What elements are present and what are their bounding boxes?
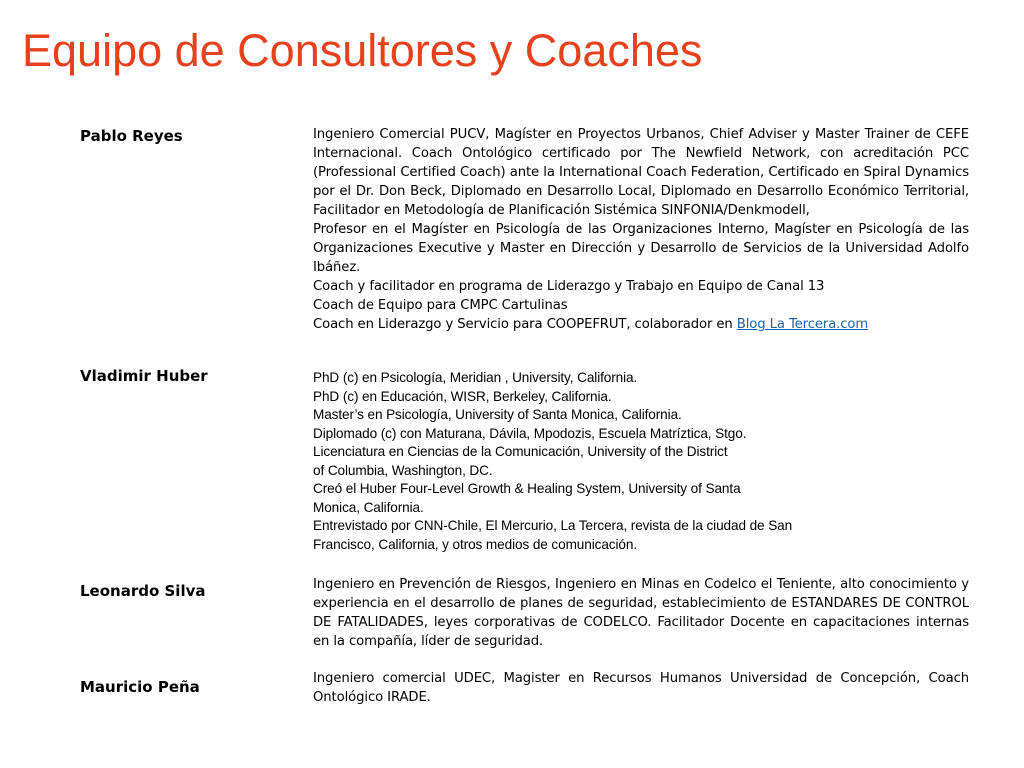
slide-title: Equipo de Consultores y Coaches (22, 25, 703, 76)
bio-text: Coach en Liderazgo y Servicio para COOPEFRUT, colaborador en (313, 317, 737, 332)
bio-line: PhD (c) en Psicología, Meridian , University, California. (313, 370, 638, 385)
bio-line: Monica, California. (313, 499, 424, 515)
consultant-name: Mauricio Peña (80, 678, 200, 696)
bio-line: Diplomado (c) con Maturana, Dávila, Mpodozis, Escuela Matríztica, Stgo. (313, 425, 747, 441)
blog-la-tercera-link[interactable]: Blog La Tercera.com (736, 317, 869, 332)
consultant-bio (313, 369, 969, 554)
bio-paragraph: Ingeniero Comercial PUCV, Magíster en Proyectos Urbanos, Chief Adviser y Master Trainer de CEFE Internacional. Coach Ontológico certificado por The Newfield Network, con acreditación PCC (Professional Certified Coach) ante la International Coach Federation, Certificado en Spiral Dynamics por el Dr. Don Beck, Diplomado en Desarrollo Local, Diplomado en Desarrollo Económico Territorial, Facilitador en Metodología de Planificación Sistémica SINFONIA/Denkmodell, (313, 127, 969, 218)
consultant-bio (313, 125, 969, 334)
bio-line: Creó el Huber Four-Level Growth & Healing System, University of Santa (313, 481, 741, 496)
consultant-name: Pablo Reyes (80, 127, 183, 145)
bio-line: of Columbia, Washington, DC. (313, 462, 493, 478)
bio-paragraph: Coach y facilitador en programa de Liderazgo y Trabajo en Equipo de Canal 13 (313, 279, 825, 294)
bio-paragraph: Ingeniero comercial UDEC, Magister en Recursos Humanos Universidad de Concepción, Coach Ontológico IRADE. (313, 671, 969, 705)
bio-paragraph: Ingeniero en Prevención de Riesgos, Ingeniero en Minas en Codelco el Teniente, alto conocimiento y experiencia en el desarrollo de planes de seguridad, establecimiento de ESTANDARES DE CONTROL DE FATALIDADES, leyes corporativas de CODELCO. Facilitador Docente en capacitaciones internas en la compañía, líder de seguridad. (313, 577, 969, 649)
bio-line: Entrevistado por CNN-Chile, El Mercurio, La Tercera, revista de la ciudad de San (313, 518, 793, 533)
bio-line: Licenciatura en Ciencias de la Comunicación, University of the District (313, 444, 728, 459)
bio-line: Francisco, California, y otros medios de comunicación. (313, 536, 638, 552)
consultant-bio (313, 575, 969, 651)
consultant-bio (313, 669, 969, 707)
bio-line: PhD (c) en Educación, WISR, Berkeley, California. (313, 388, 612, 404)
consultant-name: Vladimir Huber (80, 367, 208, 385)
bio-paragraph (313, 315, 969, 334)
bio-paragraph: Profesor en el Magíster en Psicología de las Organizaciones Interno, Magíster en Psicología de las Organizaciones Executive y Master en Dirección y Desarrollo de Servicios de la Universidad Adolfo Ibáñez. (313, 222, 969, 275)
consultant-name: Leonardo Silva (80, 582, 206, 600)
bio-line: Master’s en Psicología, University of Santa Monica, California. (313, 407, 682, 422)
bio-paragraph: Coach de Equipo para CMPC Cartulinas (313, 298, 568, 313)
